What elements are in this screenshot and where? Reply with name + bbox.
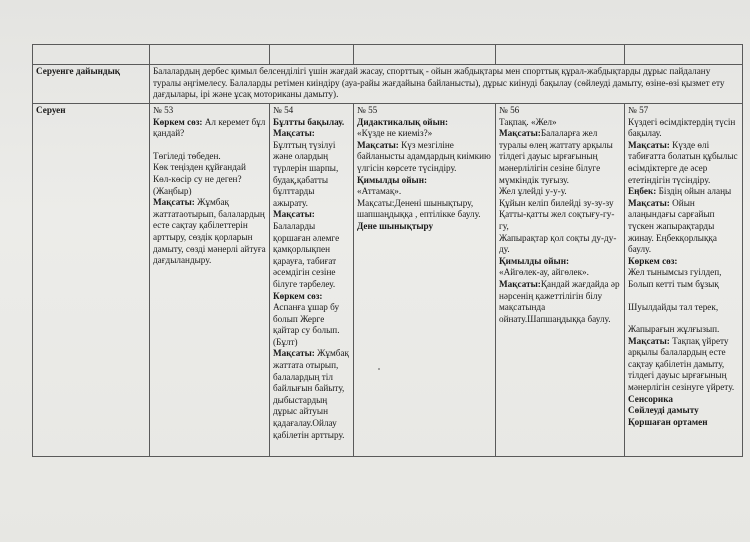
goal-block [273, 209, 350, 290]
item-number: № 55 [357, 105, 378, 115]
header-cell [354, 45, 496, 65]
goal-label: Мақсаты: [273, 209, 315, 220]
goal-text: Балаларға жел туралы өлең жаттату арқылы тілдегі дауыс ырғағының мәнерлілігін сезіне білуге мүмкіндік туғызу. [499, 128, 613, 185]
goal-block [499, 128, 621, 186]
activity-title: Бұлтты бақылау. [273, 116, 345, 127]
goal-text: Күзде өлі табиғатта болатын құбылыс өсімдіктерге де әсер ететіндігін түсіндіру. [628, 139, 738, 185]
walk-col-1 [150, 104, 270, 457]
header-cell [150, 45, 270, 65]
activity-intro: Күздегі өсімдіктердің түсін бақылау. [628, 116, 736, 139]
subject-label: Сенсорика [628, 393, 673, 404]
move-game-label: Қимылды ойын: [357, 174, 428, 185]
poem-line: Құйын келіп билейді зу-зу-зу [499, 197, 614, 208]
goal-block [357, 140, 492, 175]
header-cell [270, 45, 354, 65]
goal-block [273, 128, 350, 209]
goal-label: Мақсаты: [273, 348, 315, 359]
game-name: «Күзде не киеміз?» [357, 128, 433, 139]
goal-label: Мақсаты: [628, 335, 670, 346]
poem-line: Көл-көсір су не деген? [153, 173, 242, 184]
art-word-label: Көркем сөз: [273, 290, 323, 301]
goal-block [273, 348, 350, 441]
goal-label: Мақсаты: [153, 197, 195, 208]
riddle-question: Ал керемет бұл қандай? [153, 116, 266, 139]
goal-block [628, 336, 739, 394]
plan-table [32, 44, 743, 457]
header-cell [496, 45, 625, 65]
move-game-name: «Аттамақ». [357, 186, 402, 197]
art-word-block [273, 291, 350, 349]
header-cell [625, 45, 743, 65]
goal-block [499, 279, 621, 325]
goal-label: Мақсаты: [628, 197, 670, 208]
poem-line: Төгіледі төбеден. [153, 150, 221, 161]
goal-text: Бұлттың түзілуі және олардың түрлерін шарпы, будақ,қабатты бұлттарды ажырату. [273, 139, 339, 208]
walk-col-5 [625, 104, 743, 457]
art-word-block [153, 117, 266, 140]
goal-text: Жұмбақ жаттатаотырып, балалардың есте сақтау қабілеттерін арттыру, сөздік қорларын дамыту, сөзді мәнерлі айтуға дағдыландыру. [153, 197, 266, 266]
art-word-label: Көркем сөз: [153, 116, 203, 127]
work-label: Еңбек: [628, 186, 657, 197]
goal-text: Қандай жағдайда әр нәрсенің қажеттілігін білу мақсатында ойнату.Шапшаңдыққа баулу. [499, 278, 620, 324]
move-game-label: Қимылды ойын: [499, 255, 570, 266]
goal-label: Мақсаты: [499, 128, 541, 139]
goal-text: Тақпақ үйрету арқылы балалардың есте сақтау қабілетін дамыту, тілдегі дауыс ырғағының мәнерлігін сезінуге үйрету. [628, 335, 735, 393]
item-number: № 57 [628, 105, 649, 115]
row-label-walk: Серуен [33, 104, 150, 457]
work-text: Біздің ойын алаңы [656, 186, 732, 197]
poem-line: Жапырақтар қол соқты ду-ду-ду. [499, 232, 617, 255]
move-game-goal: Мақсаты:Денені шынықтыру, шапшаңдыққа , ептілікке баулу. [357, 197, 481, 220]
art-word-text: Аспанға ұшар бу болып Жерге қайтар су болып. (Бұлт) [273, 302, 340, 347]
goal-text: Ойын алаңындағы сарғайып түскен жапырақтарды жинау. Еңбекқорлыққа баулу. [628, 197, 717, 255]
poem-line: Жел ұлейді у-у-у. [499, 186, 567, 197]
goal-block [628, 198, 739, 256]
poem-answer: (Жаңбыр) [153, 185, 192, 196]
scan-speck [378, 368, 380, 370]
poem-line: Жапырағын жұлғызып. [628, 324, 720, 335]
header-cell [33, 45, 150, 65]
goal-label: Мақсаты: [499, 278, 541, 289]
prep-text: Балалардың дербес қимыл белсенділігі үшін жағдай жасау, спорттық - ойын жабдықтары мен спорттық құрал-жабдықтарды дұрыс пайдалану туралы әңгімелесу. Балаларды ретімен киіндіру (ауа-райы жағдайына байланысты), дұрыс киінуді бақылау (сөйлеуді дамыту, өзіне-өзі қызмет ету дағдылары, ірі және ұсақ моториканы дамыту). [150, 65, 743, 104]
art-word-label: Көркем сөз: [628, 255, 678, 266]
goal-text: Балаларды қоршаған әлемге қамқорлықпен қарауға, табиғат әсемдігін сезіне білуге тәрбелеу. [273, 220, 340, 289]
item-number: № 56 [499, 105, 520, 115]
goal-label: Мақсаты: [628, 139, 670, 150]
table-row-walk [33, 104, 743, 457]
item-number: № 54 [273, 105, 294, 115]
walk-col-3 [354, 104, 496, 457]
poem-line: Шуылдайды тал терек, [628, 301, 719, 312]
goal-label: Мақсаты: [273, 128, 315, 139]
goal-text: Күз мезгіліне байланысты адамдардың киімкию үлгісін көрсете түсіндіру. [357, 139, 491, 173]
move-game-name: «Айгөлек-ау, айгөлек». [499, 267, 589, 278]
activity-intro: Тақпақ. «Жел» [499, 116, 557, 127]
subject-label: Қоршаған ортамен [628, 416, 708, 427]
activity-title: Дидактикалық ойын: [357, 116, 449, 127]
poem-line: Қатты-қатты жел соқтығу-гу-гу, [499, 209, 615, 231]
goal-block [153, 197, 266, 267]
table-header-row [33, 45, 743, 65]
subject-label: Дене шынықтыру [357, 220, 434, 231]
goal-text: Жұмбақ жаттата отырып, балалардың тіл байлығын байыту, дыбыстардың дұрыс айтуын қадағалау.Ойлау қабілетін арттыру. [273, 348, 350, 440]
walk-col-4 [496, 104, 625, 457]
row-label-prep: Серуенге дайындық [33, 65, 150, 104]
item-number: № 53 [153, 105, 174, 115]
table-row-prep [33, 65, 743, 104]
work-block [628, 186, 739, 198]
poem-line: Көк теңізден құйғандай [153, 162, 246, 173]
walk-col-2 [270, 104, 354, 457]
goal-block [628, 140, 739, 186]
subject-label: Сөйлеуді дамыту [628, 405, 699, 416]
goal-label: Мақсаты: [357, 139, 399, 150]
poem-line: Жел тынымсыз гуілдеп, Болып кетті тым бұзық [628, 267, 722, 289]
